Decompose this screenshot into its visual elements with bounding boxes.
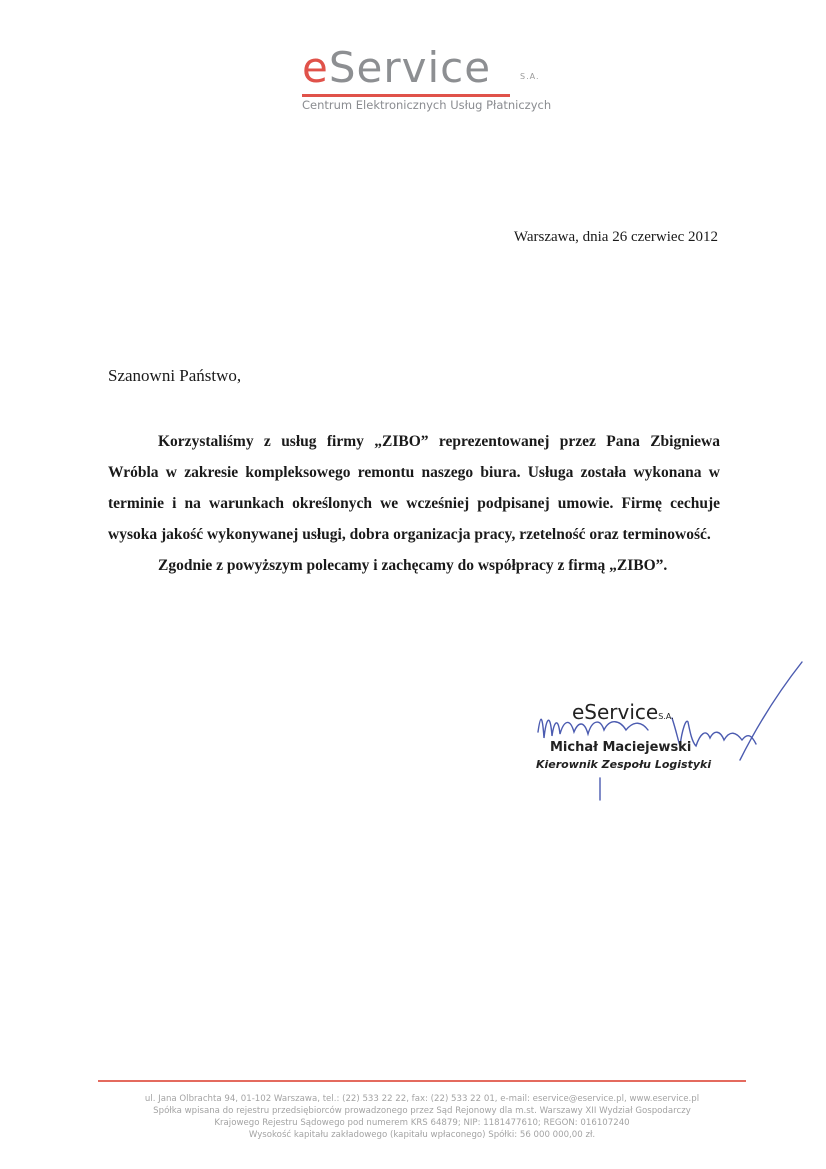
- logo-suffix: S.A.: [520, 72, 540, 81]
- salutation: Szanowni Państwo,: [108, 366, 242, 385]
- footer-divider: [98, 1080, 746, 1082]
- logo-wordmark: eService: [302, 43, 492, 92]
- logo-subtitle: Centrum Elektronicznych Usług Płatniczych: [302, 98, 552, 112]
- paragraph: Korzystaliśmy z usług firmy „ZIBO” reprezentowanej przez Pana Zbigniewa Wróbla w zakresie kompleksowego remontu naszego biura. Usługa została wykonana w terminie i na warunkach określonych we wcześniej podpisanej umowie. Firmę cechuje wysoka jakość wykonywanej usługi, dobra organizacja pracy, rzetelność oraz terminowość.: [108, 433, 720, 543]
- footer: [98, 1093, 746, 1141]
- letter-body: [108, 426, 720, 581]
- stamp-logo: eServiceS.A.: [572, 700, 674, 724]
- date-line: Warszawa, dnia 26 czerwiec 2012: [513, 229, 718, 245]
- signature-block: [530, 660, 810, 810]
- signatory-role: Kierownik Zespołu Logistyki: [536, 758, 712, 771]
- logo-underline: [302, 94, 510, 97]
- footer-line: ul. Jana Olbrachta 94, 01-102 Warszawa, tel.: (22) 533 22 22, fax: (22) 533 22 01, e-mail: eservice@eservice.pl, www.eservice.pl: [144, 1094, 700, 1104]
- footer-line: Krajowego Rejestru Sądowego pod numerem KRS 64879; NIP: 1181477610; REGON: 016107240: [214, 1118, 630, 1128]
- handwritten-signature: [530, 660, 810, 810]
- footer-line: Spółka wpisana do rejestru przedsiębiorców prowadzonego przez Sąd Rejonowy dla m.st. Warszawy XII Wydział Gospodarczy: [153, 1106, 691, 1116]
- footer-line: Wysokość kapitału zakładowego (kapitału wpłaconego) Spółki: 56 000 000,00 zł.: [248, 1130, 596, 1140]
- signatory-name: Michał Maciejewski: [550, 740, 692, 755]
- company-logo: [300, 42, 550, 114]
- paragraph: Zgodnie z powyższym polecamy i zachęcamy do współpracy z firmą „ZIBO”.: [158, 557, 668, 574]
